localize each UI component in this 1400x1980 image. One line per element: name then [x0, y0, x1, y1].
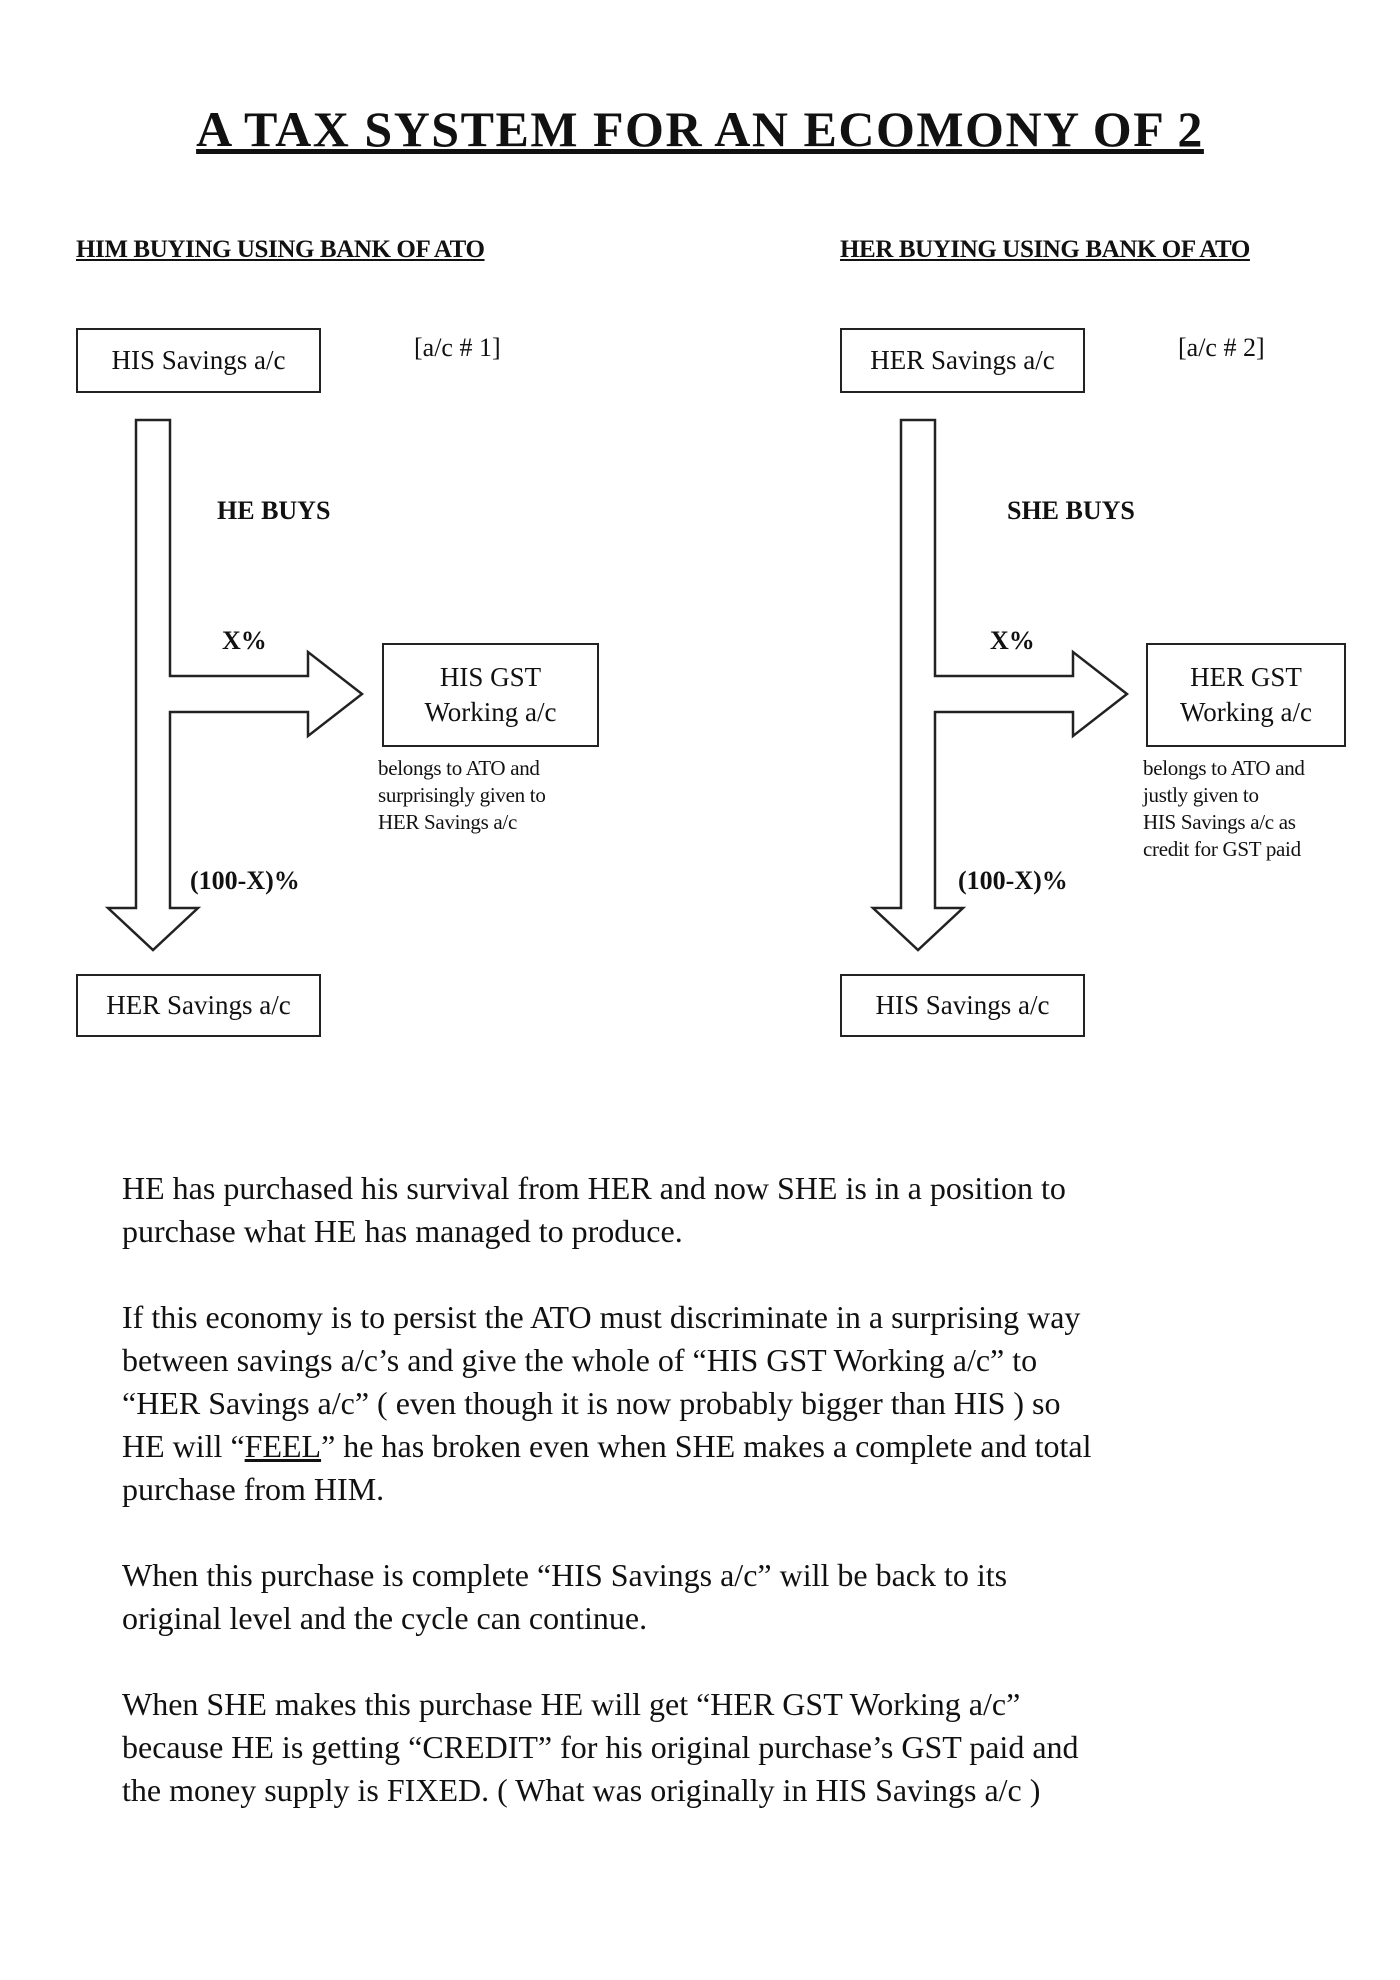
right-gst-note — [1143, 755, 1305, 863]
right-note-line: HIS Savings a/c as — [1143, 810, 1296, 834]
text-line: When this purchase is complete “HIS Savings a/c” will be back to its — [122, 1557, 1008, 1593]
right-note-line: justly given to — [1143, 783, 1259, 807]
her-savings-source-label: HER Savings a/c — [870, 344, 1055, 375]
her-gst-working-box — [1146, 643, 1346, 747]
right-note-line: belongs to ATO and — [1143, 756, 1305, 780]
she-buys-label: SHE BUYS — [1007, 496, 1135, 525]
right-remainder-percent-label: (100-X)% — [958, 866, 1068, 895]
his-savings-destination-label: HIS Savings a/c — [875, 989, 1050, 1020]
right-gst-percent-label: X% — [990, 626, 1035, 655]
his-savings-source-label: HIS Savings a/c — [111, 344, 286, 375]
text-line: because HE is getting “CREDIT” for his original purchase’s GST paid and — [122, 1729, 1079, 1765]
his-savings-destination-box — [840, 974, 1085, 1037]
account-number-1: [a/c # 1] — [414, 333, 501, 362]
text-line: between savings a/c’s and give the whole of “HIS GST Working a/c” to — [122, 1342, 1038, 1378]
left-section-heading: HIM BUYING USING BANK OF ATO — [76, 236, 485, 263]
text-line: If this economy is to persist the ATO must discriminate in a surprising way — [122, 1299, 1081, 1335]
feel-underlined: FEEL — [244, 1428, 322, 1464]
text-fragment: HE will “ — [122, 1428, 245, 1464]
page-title: A TAX SYSTEM FOR AN ECOMONY OF 2 — [196, 101, 1204, 157]
account-number-2: [a/c # 2] — [1178, 333, 1265, 362]
text-line: original level and the cycle can continue. — [122, 1600, 648, 1636]
right-section-heading: HER BUYING USING BANK OF ATO — [840, 236, 1250, 263]
her-gst-box-line1: HER GST — [1190, 661, 1302, 692]
left-note-line: belongs to ATO and — [378, 756, 540, 780]
text-line: “HER Savings a/c” ( even though it is now probably bigger than HIS ) so — [122, 1385, 1061, 1421]
text-line — [122, 1425, 1302, 1468]
right-note-line: credit for GST paid — [1143, 837, 1301, 861]
text-line: When SHE makes this purchase HE will get “HER GST Working a/c” — [122, 1686, 1021, 1722]
he-buys-label: HE BUYS — [217, 496, 331, 525]
paragraph-4 — [122, 1683, 1302, 1812]
left-gst-percent-label: X% — [222, 626, 267, 655]
her-savings-destination-label: HER Savings a/c — [106, 989, 291, 1020]
text-fragment: ” he has broken even when SHE makes a complete and total — [321, 1428, 1092, 1464]
text-line: purchase what HE has managed to produce. — [122, 1213, 683, 1249]
left-note-line: surprisingly given to — [378, 783, 546, 807]
paragraph-2 — [122, 1296, 1302, 1511]
text-line: HE has purchased his survival from HER and now SHE is in a position to — [122, 1170, 1066, 1206]
left-note-line: HER Savings a/c — [378, 810, 517, 834]
text-line: the money supply is FIXED. ( What was originally in HIS Savings a/c ) — [122, 1772, 1041, 1808]
explanation-text — [122, 1167, 1302, 1855]
text-line: purchase from HIM. — [122, 1471, 385, 1507]
paragraph-3 — [122, 1554, 1302, 1640]
paragraph-1 — [122, 1167, 1302, 1253]
her-gst-box-line2: Working a/c — [1179, 697, 1313, 727]
left-remainder-percent-label: (100-X)% — [190, 866, 300, 895]
his-gst-box-line2: Working a/c — [424, 697, 557, 727]
his-gst-box-line1: HIS GST — [439, 661, 542, 692]
